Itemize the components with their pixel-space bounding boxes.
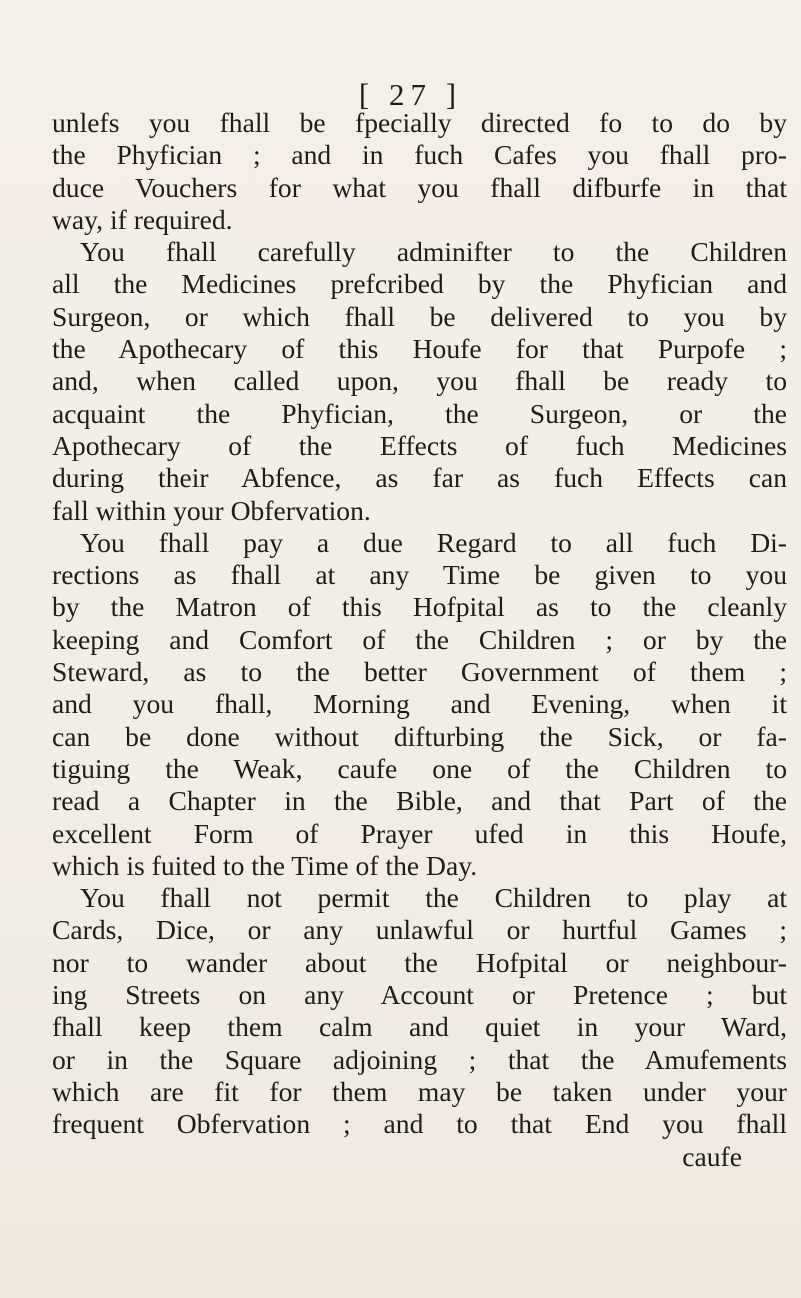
body-text: [52, 107, 787, 1173]
text-line: tiguing the Weak, caufe one of the Children to: [52, 752, 787, 784]
text-line: Steward, as to the better Government of them ;: [52, 656, 787, 688]
text-line: which is fuited to the Time of the Day.: [52, 849, 478, 881]
text-line: read a Chapter in the Bible, and that Part of the: [52, 785, 787, 817]
text-line: the Apothecary of this Houfe for that Purpofe ;: [52, 333, 787, 365]
text-line: nor to wander about the Hofpital or neighbour-: [52, 946, 787, 978]
text-line: ing Streets on any Account or Pretence ; but: [52, 979, 787, 1011]
page-number-header: [ 27 ]: [358, 77, 463, 112]
text-line: Apothecary of the Effects of fuch Medicines: [52, 429, 787, 461]
text-line: frequent Obfervation ; and to that End you fhall: [52, 1108, 787, 1140]
text-line: way, if required.: [52, 203, 233, 235]
text-line: You fhall pay a due Regard to all fuch Di-: [80, 526, 787, 558]
text-line: fhall keep them calm and quiet in your Ward,: [52, 1011, 787, 1043]
text-line: by the Matron of this Hofpital as to the cleanly: [52, 591, 787, 623]
text-line: keeping and Comfort of the Children ; or by the: [52, 623, 787, 655]
text-line: during their Abfence, as far as fuch Effects can: [52, 462, 787, 494]
text-line: or in the Square adjoining ; that the Amufements: [52, 1043, 787, 1075]
text-line: can be done without difturbing the Sick, or fa-: [52, 720, 787, 752]
text-line: unlefs you fhall be fpecially directed fo to do by: [52, 107, 787, 138]
text-line: and, when called upon, you fhall be ready to: [52, 365, 787, 397]
text-line: which are fit for them may be taken under your: [52, 1075, 787, 1107]
text-line: Surgeon, or which fhall be delivered to you by: [52, 300, 787, 332]
text-line: Cards, Dice, or any unlawful or hurtful Games ;: [52, 914, 787, 946]
catchword: caufe: [682, 1140, 742, 1172]
text-line: acquaint the Phyfician, the Surgeon, or the: [52, 397, 787, 429]
text-line: excellent Form of Prayer ufed in this Houfe,: [52, 817, 787, 849]
text-line: fall within your Obfervation.: [52, 494, 371, 526]
text-line: duce Vouchers for what you fhall difburfe in that: [52, 171, 787, 203]
text-line: all the Medicines prefcribed by the Phyfician and: [52, 268, 787, 300]
text-line: You fhall carefully adminifter to the Children: [80, 236, 787, 268]
text-line: the Phyfician ; and in fuch Cafes you fhall pro-: [52, 139, 787, 171]
text-line: and you fhall, Morning and Evening, when it: [52, 688, 787, 720]
text-line: You fhall not permit the Children to play at: [80, 882, 787, 914]
text-line: rections as fhall at any Time be given to you: [52, 559, 787, 591]
